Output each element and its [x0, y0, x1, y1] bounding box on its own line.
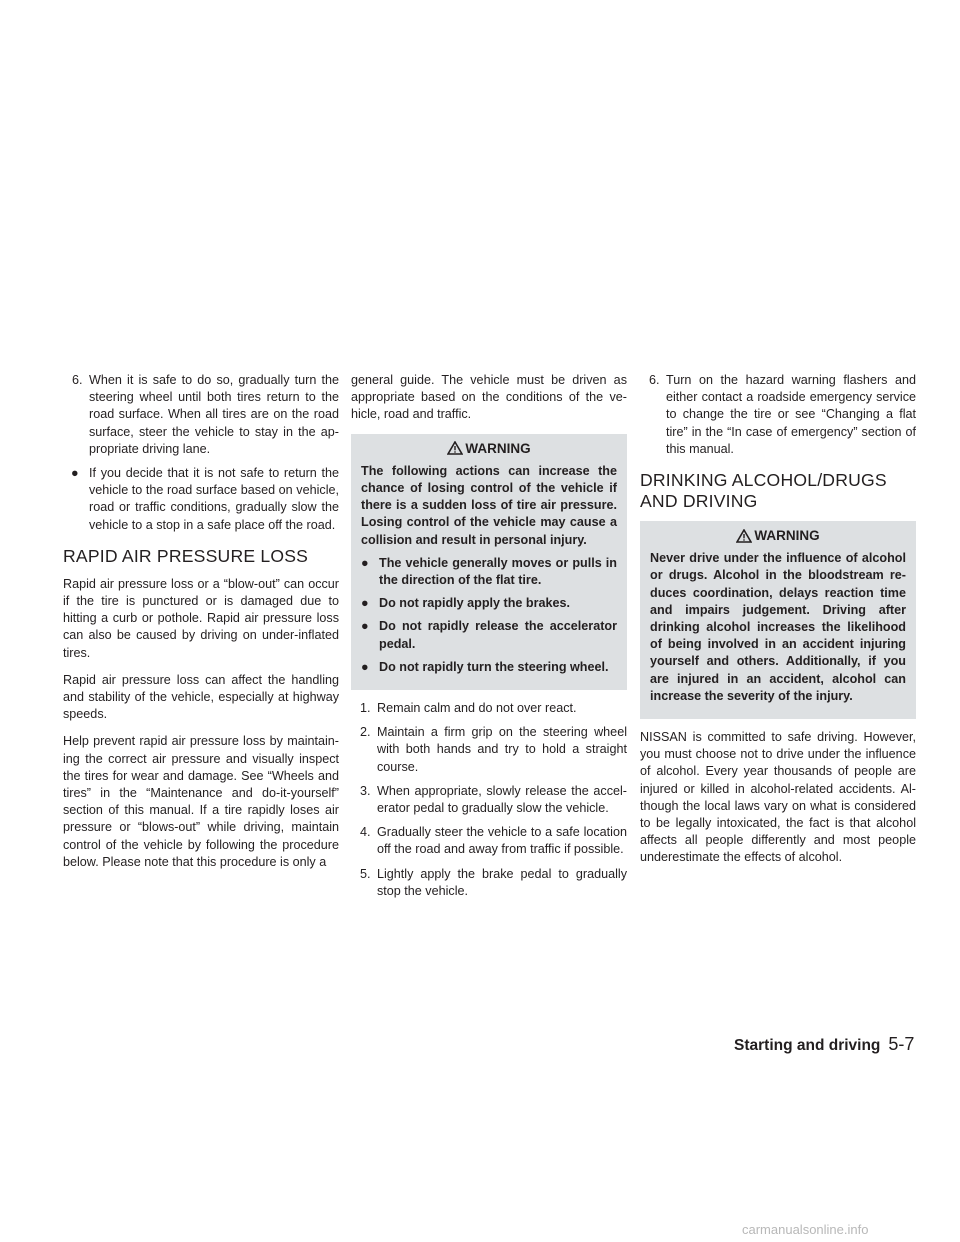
section-heading-rapid-air: RAPID AIR PRESSURE LOSS: [63, 545, 309, 566]
warning-title: WARNING: [465, 440, 531, 456]
bullet-icon: ●: [361, 555, 369, 570]
warning-bullet-text: Do not rapidly turn the steering wheel.: [379, 659, 609, 674]
section-heading-drinking: DRINKING ALCOHOL/DRUGS AND DRIVING: [640, 470, 887, 512]
warning-header: [650, 527, 906, 544]
step-2: [351, 724, 627, 776]
warning-bullet-text: Do not rapidly apply the brakes.: [379, 596, 571, 611]
step-6: [63, 372, 339, 458]
bullet-icon: ●: [361, 596, 369, 611]
bullet-icon: ●: [71, 466, 79, 481]
step-4: [351, 824, 627, 858]
step-number: 5.: [360, 866, 371, 881]
warning-triangle-icon: [447, 441, 463, 455]
warning-bullet-text: The vehicle generally moves or pulls in the direction of the flat tire.: [379, 555, 617, 588]
paragraph: general guide. The vehicle must be driven as appropriate based on the conditions of the ve-hicle, road and traffic.: [351, 373, 627, 422]
bullet-icon: ●: [361, 659, 369, 674]
step-text: Turn on the hazard warning flashers and either contact a roadside emergency service to change the tire or see “Changing a flat tire” in the “In case of emergency” section of this manual.: [666, 373, 916, 456]
warning-box: [640, 521, 916, 719]
step-1: [351, 700, 627, 717]
page-footer: [734, 1034, 934, 1055]
step-5: [351, 866, 627, 900]
warning-bullet-text: Do not rapidly release the accelerator pedal.: [379, 619, 617, 651]
warning-bullet: [361, 618, 617, 652]
watermark: carmanualsonline.info: [742, 1222, 869, 1237]
bullet-text: If you decide that it is not safe to return the vehicle to the road surface based on vehicle, road or traffic conditions, gradually slow the vehicle to a stop in a safe place off the road.: [89, 466, 339, 532]
paragraph: Help prevent rapid air pressure loss by maintain-ing the correct air pressure and visually inspect the tires for wear and damage. See “Wheels and tires” in the “Maintenance and do-it-yourself” section of this manual. If a tire rapidly loses air pressure or “blows-out” while driving, maintain control of the vehicle by following the procedure below. Please note that this procedure is only a: [63, 734, 339, 869]
step-number: 1.: [360, 701, 371, 716]
step-number: 6.: [72, 373, 83, 387]
paragraph: Rapid air pressure loss can affect the handling and stability of the vehicle, especially at highway speeds.: [63, 672, 339, 722]
warning-box: [351, 434, 627, 690]
step-6: [640, 372, 916, 458]
column-2: [351, 372, 627, 907]
step-number: 6.: [649, 373, 660, 387]
step-number: 2.: [360, 725, 371, 740]
page-number: 5-7: [888, 1034, 915, 1054]
warning-text: The following actions can increase the chance of losing control of the vehicle if there is a sudden loss of tire air pressure. Losing control of the vehicle may cause a collision and result in personal injury.: [361, 463, 617, 547]
step-text: When appropriate, slowly release the accel-erator pedal to gradually slow the vehicle.: [377, 783, 627, 816]
step-number: 3.: [360, 783, 371, 798]
section-name: Starting and driving: [734, 1037, 881, 1054]
step-text: Lightly apply the brake pedal to gradually stop the vehicle.: [377, 866, 627, 898]
step-text: When it is safe to do so, gradually turn the steering wheel until both tires return to the road surface. When all tires are on the road surface, steer the vehicle to stay in the ap-propriate driving lane.: [89, 373, 339, 456]
step-text: Gradually steer the vehicle to a safe location off the road and away from traffic if possible.: [377, 825, 627, 857]
warning-bullet: [361, 659, 617, 676]
warning-header: [361, 440, 617, 457]
paragraph: Rapid air pressure loss or a “blow-out” can occur if the tire is punctured or is damaged due to hitting a curb or pothole. Rapid air pressure loss can also be caused by driving on under-inflated tires.: [63, 576, 339, 660]
step-text: Remain calm and do not over react.: [377, 701, 577, 716]
step-3: [351, 783, 627, 817]
warning-triangle-icon: [736, 529, 752, 543]
column-3: [640, 372, 916, 877]
paragraph: NISSAN is committed to safe driving. However, you must choose not to drive under the influence of alcohol. Every year thousands of people are injured or killed in alcohol-related accidents. Al-though the local laws vary on what is considered to be legally intoxicated, the fact is that alcohol affects all people differently and most people underestimate the effects of alcohol.: [640, 730, 916, 865]
column-1: [63, 372, 339, 881]
step-number: 4.: [360, 825, 371, 840]
warning-bullet: [361, 555, 617, 589]
step-text: Maintain a firm grip on the steering wheel with both hands and try to hold a straight course.: [377, 725, 627, 774]
bullet-item: [63, 465, 339, 534]
warning-title: WARNING: [754, 528, 820, 544]
warning-text: Never drive under the influence of alcohol or drugs. Alcohol in the bloodstream re-duces coordination, delays reaction time and impairs judgement. Driving after drinking alcohol increases the likelihood of being involved in an accident injuring yourself and others. Additionally, if you are injured in an accident, alcohol can increase the severity of the injury.: [650, 551, 906, 703]
bullet-icon: ●: [361, 619, 369, 634]
warning-bullet: [361, 595, 617, 612]
